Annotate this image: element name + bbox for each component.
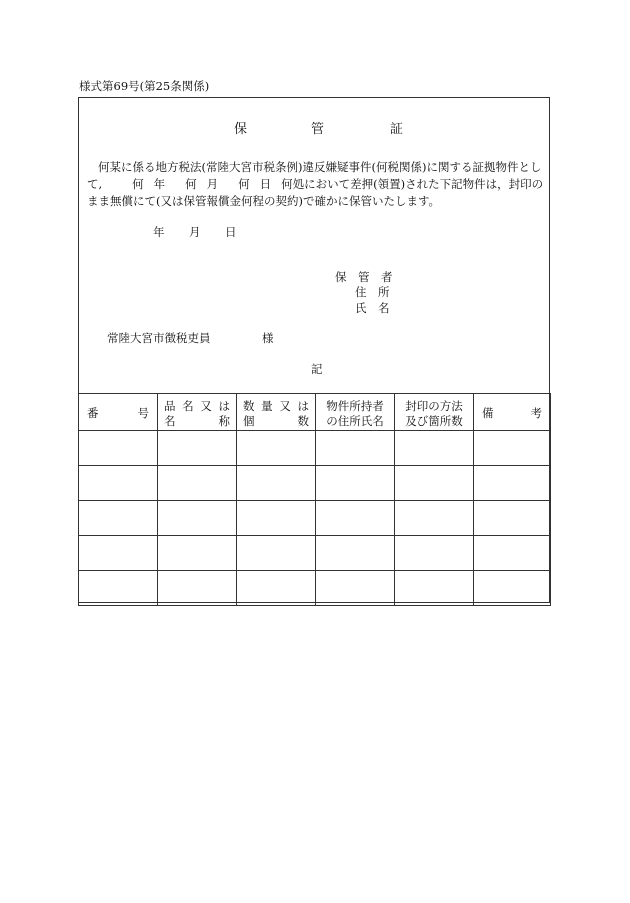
keeper-name-label: 氏 名 xyxy=(355,301,390,315)
ki-label: 記 xyxy=(311,362,323,376)
header-quantity xyxy=(237,394,316,431)
table-row xyxy=(79,431,551,466)
table-cell xyxy=(395,501,474,536)
table-row xyxy=(79,571,551,606)
table-cell xyxy=(474,431,551,466)
header-item-name-char: 名 xyxy=(164,414,176,428)
header-item-name-char: 品 xyxy=(164,399,176,413)
body-year-unit: 年 xyxy=(153,177,166,191)
header-quantity-char: 又 xyxy=(279,399,291,413)
table-cell xyxy=(316,466,395,501)
header-remarks-char: 備 xyxy=(482,406,494,420)
table-cell xyxy=(316,536,395,571)
table-cell xyxy=(158,571,237,606)
table-cell xyxy=(237,571,316,606)
body-placeholder-year: 何 xyxy=(132,177,144,191)
certificate-frame xyxy=(78,97,550,603)
header-item-name-char: 又 xyxy=(200,399,212,413)
table-cell xyxy=(316,431,395,466)
table-cell xyxy=(79,536,158,571)
body-placeholder-day: 何 xyxy=(238,177,250,191)
title-char-1: 保 xyxy=(234,122,248,137)
header-owner xyxy=(316,394,395,431)
header-item-name-char: は xyxy=(218,399,230,413)
keeper-address-label: 住 所 xyxy=(355,285,390,299)
table-cell xyxy=(474,571,551,606)
body-month-unit: 月 xyxy=(206,177,219,191)
header-number-char: 番 xyxy=(87,406,99,420)
header-number-char: 号 xyxy=(137,406,149,420)
table-row xyxy=(79,466,551,501)
table-cell xyxy=(395,431,474,466)
honorific: 様 xyxy=(262,331,274,345)
table-cell xyxy=(79,431,158,466)
table-cell xyxy=(474,466,551,501)
body-part-1: 何某に係る地方税法(常陸大宮市税条例)違反嫌疑事件(何税関係)に関する証拠物件とし て, xyxy=(87,160,542,191)
header-seal-line2: 及び箇所数 xyxy=(405,414,463,428)
header-quantity-char: 個 xyxy=(243,414,255,428)
header-item-name xyxy=(158,394,237,431)
header-owner-line1: 物件所持者 xyxy=(326,399,384,413)
body-text xyxy=(87,159,545,210)
date-day: 日 xyxy=(225,225,237,239)
table-cell xyxy=(158,431,237,466)
table-cell xyxy=(79,466,158,501)
table-cell xyxy=(237,501,316,536)
table-row xyxy=(79,501,551,536)
table-cell xyxy=(158,501,237,536)
table-header-row xyxy=(79,394,551,431)
header-owner-line2: の住所氏名 xyxy=(326,414,384,428)
table-cell xyxy=(474,501,551,536)
table-cell xyxy=(158,466,237,501)
table-cell xyxy=(316,571,395,606)
date-month: 月 xyxy=(189,225,201,239)
form-number: 様式第69号(第25条関係) xyxy=(79,79,210,93)
table-cell xyxy=(237,431,316,466)
header-remarks-char: 考 xyxy=(530,406,542,420)
items-table xyxy=(78,393,551,606)
table-cell xyxy=(474,536,551,571)
date-year: 年 xyxy=(153,225,165,239)
table-cell xyxy=(395,466,474,501)
title-char-3: 証 xyxy=(390,122,404,137)
table-cell xyxy=(316,501,395,536)
header-seal xyxy=(395,394,474,431)
table-cell xyxy=(395,536,474,571)
document-title xyxy=(79,118,549,137)
title-char-2: 管 xyxy=(311,122,325,137)
header-item-name-char: 名 xyxy=(182,399,194,413)
table-cell xyxy=(237,536,316,571)
header-seal-line1: 封印の方法 xyxy=(405,399,463,413)
header-number xyxy=(79,394,158,431)
table-cell xyxy=(158,536,237,571)
body-placeholder-month: 何 xyxy=(185,177,197,191)
table-row xyxy=(79,536,551,571)
header-quantity-char: 数 xyxy=(243,399,255,413)
header-remarks xyxy=(474,394,551,431)
addressee: 常陸大宮市徴税吏員 xyxy=(107,331,211,345)
header-quantity-char: 量 xyxy=(261,399,273,413)
header-item-name-char: 称 xyxy=(218,414,230,428)
table-cell xyxy=(237,466,316,501)
header-quantity-char: は xyxy=(297,399,309,413)
header-quantity-char: 数 xyxy=(297,414,309,428)
table-cell xyxy=(79,571,158,606)
body-day-unit: 日 xyxy=(259,177,272,191)
keeper-label: 保 管 者 xyxy=(335,270,393,284)
table-cell xyxy=(395,571,474,606)
table-cell xyxy=(79,501,158,536)
body-part-2: 何処において差押(領置)された下記物件は，封印のまま無償にて(又は保管報償金何程の契約)で確かに保管いたします。 xyxy=(87,177,544,208)
